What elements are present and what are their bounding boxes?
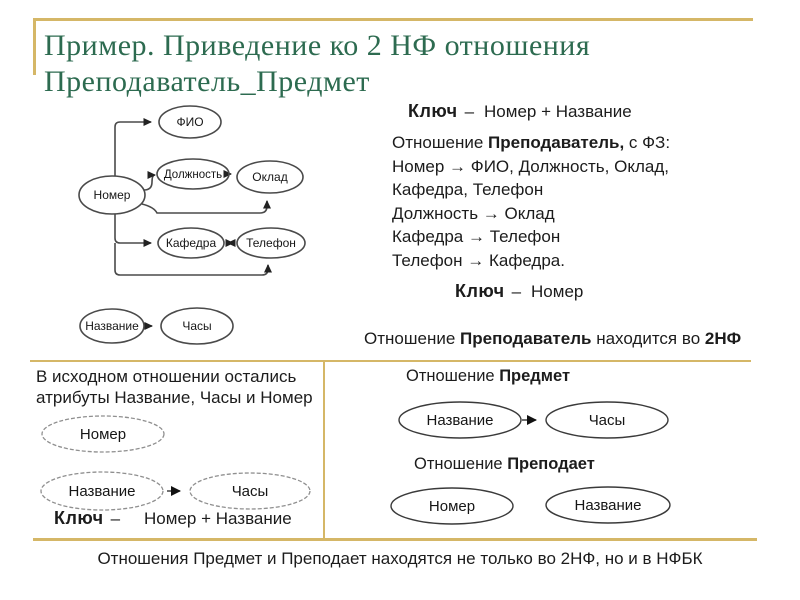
left-section-text (36, 366, 313, 408)
fd-text-block (392, 131, 670, 272)
node-dolzhnost-label: Должность (163, 169, 223, 181)
node-telefon-label: Телефон (246, 236, 296, 250)
predmet-node-nazvanie-label: Название (426, 412, 494, 429)
prepodaet-node-nazvanie-label: Название (574, 497, 642, 514)
arrow-nomer-oklad (142, 201, 267, 213)
key-mid (455, 281, 583, 302)
prepodaet-heading: Отношение Преподает (414, 455, 595, 473)
key-bottom-left-label: Ключ (54, 508, 104, 528)
bottom-statement: Отношения Предмет и Преподает находятся не только во 2НФ, но и в НФБК (97, 549, 703, 568)
key-mid-label: Ключ (455, 281, 505, 301)
key-top-label: Ключ (408, 101, 458, 121)
arrow-nomer-kafedra (115, 214, 151, 243)
node-nazvanie-label: Название (85, 319, 139, 333)
key-top (408, 101, 632, 122)
predmet-heading: Отношение Предмет (406, 367, 571, 385)
node-kafedra-label: Кафедра (165, 236, 217, 250)
key-top-dash: – (464, 102, 475, 121)
node-chasy-label: Часы (182, 319, 212, 333)
prepodaet-node-nomer-label: Номер (428, 498, 476, 515)
key-bottom-left (54, 508, 292, 529)
fd-line-1: Номер → ФИО, Должность, Оклад, (392, 156, 669, 176)
gold-bottom-line (33, 538, 757, 541)
left-section-diagram (30, 408, 322, 523)
left-node-nomer-label: Номер (79, 426, 127, 443)
slide-title (44, 28, 744, 100)
statement-2nf: Отношение Преподаватель находится во 2НФ (364, 329, 742, 348)
node-fio-label: ФИО (176, 115, 204, 129)
fd-line-4: Кафедра → Телефон (392, 227, 561, 246)
key-top-value: Номер + Название (484, 102, 632, 121)
node-nomer-label: Номер (93, 188, 131, 202)
arrow-nomer-fio (115, 122, 151, 176)
left-text-line1: В исходном отношении остались (36, 367, 297, 386)
gold-middle-line (30, 360, 751, 362)
left-node-nazvanie-label: Название (68, 483, 136, 500)
left-text-line2: атрибуты Название, Часы и Номер (36, 388, 313, 407)
fd-line-5: Телефон → Кафедра. (392, 250, 565, 270)
fd-line-2: Кафедра, Телефон (392, 180, 544, 199)
key-mid-value: Номер (531, 282, 584, 301)
gold-vertical-divider (323, 361, 325, 539)
key-mid-dash: – (511, 282, 522, 301)
left-node-chasy-label: Часы (231, 483, 269, 500)
fd-heading: Отношение Преподаватель, с ФЗ: (392, 133, 671, 152)
key-bottom-left-value: Номер + Название (144, 509, 292, 528)
predmet-node-chasy-label: Часы (588, 412, 626, 429)
node-oklad-label: Оклад (252, 170, 288, 184)
gold-corner-line (33, 18, 36, 75)
title-line2: Преподаватель_Предмет (44, 65, 370, 98)
title-line1: Пример. Приведение ко 2 НФ отношения (44, 29, 591, 62)
fd-diagram-prepodavatel-predmet (70, 98, 325, 350)
gold-top-line (33, 18, 753, 21)
arrow-nomer-dolzhnost (144, 175, 155, 190)
key-bottom-left-dash: – (110, 509, 121, 528)
fd-line-3: Должность → Оклад (392, 203, 555, 223)
